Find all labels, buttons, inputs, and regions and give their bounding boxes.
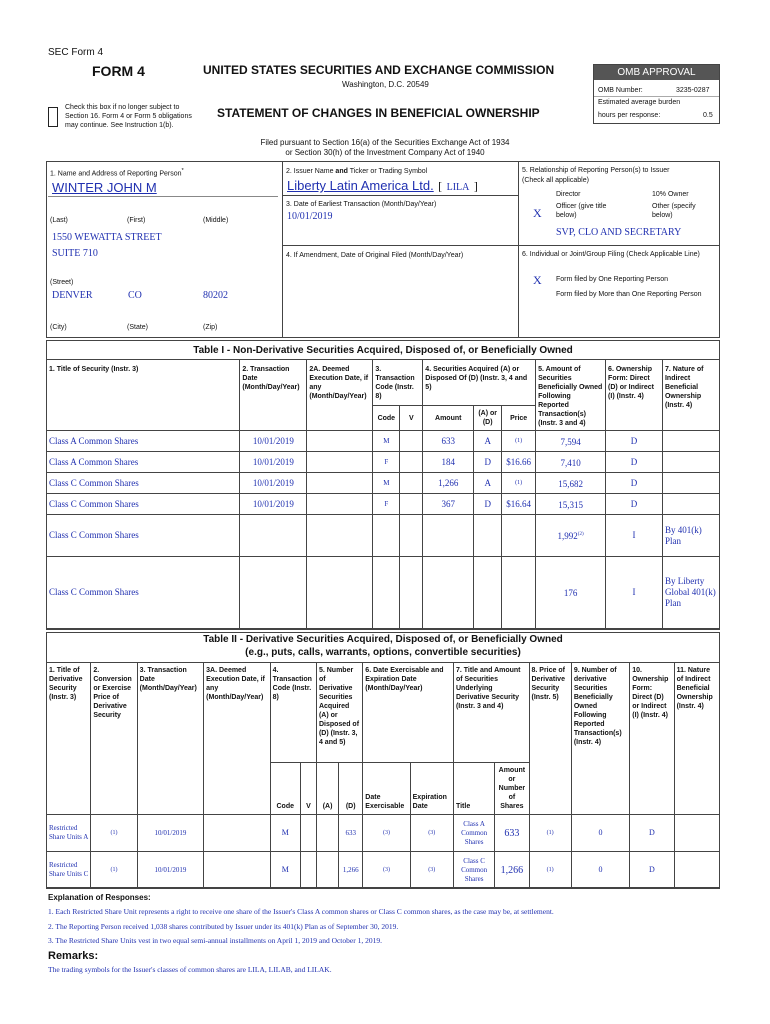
t2-header-underlying: 7. Title and Amount of Securities Underlying Derivative Security (Instr. 3 and 4) <box>453 663 529 763</box>
t1-cell-deemed <box>307 452 373 473</box>
t1-cell-form: D <box>606 494 663 515</box>
t1-row <box>47 431 720 452</box>
t1-header-date: 2. Transaction Date (Month/Day/Year) <box>240 360 307 431</box>
t1-cell-deemed <box>307 515 373 557</box>
t2-sub-d: (D) <box>339 763 363 815</box>
t1-header-title: 1. Title of Security (Instr. 3) <box>47 360 240 431</box>
earliest-date: 10/01/2019 <box>287 211 333 222</box>
t1-header-form: 6. Ownership Form: Direct (D) or Indirect (I) (Instr. 4) <box>606 360 663 431</box>
omb-approval-title: OMB APPROVAL <box>594 65 719 80</box>
t1-cell-price: $16.66 <box>502 452 536 473</box>
t2-sub-amount: Amount or Number of Shares <box>495 763 529 815</box>
t2-cell-a <box>316 815 338 852</box>
officer-label: Officer (give title below) <box>556 203 607 219</box>
t1-cell-price <box>502 557 536 629</box>
table-two <box>46 662 720 889</box>
statement-title: STATEMENT OF CHANGES IN BENEFICIAL OWNERSHIP <box>217 106 540 120</box>
t1-row <box>47 557 720 629</box>
t1-cell-owned: 15,315 <box>536 494 606 515</box>
t1-cell-ad: A <box>474 473 502 494</box>
t1-cell-form: I <box>606 557 663 629</box>
t1-cell-amount: 633 <box>423 431 474 452</box>
t1-header-deemed-date: 2A. Deemed Execution Date, if any (Month/Day/Year) <box>307 360 373 431</box>
t2-cell-nature <box>674 815 719 852</box>
t1-header-nature: 7. Nature of Indirect Beneficial Ownership (Instr. 4) <box>662 360 719 431</box>
t2-cell-owned: 0 <box>571 852 629 889</box>
t2-cell-title: Restricted Share Units C <box>47 852 91 889</box>
t1-cell-date: 10/01/2019 <box>240 473 307 494</box>
t2-cell-owned: 0 <box>571 815 629 852</box>
t1-cell-deemed <box>307 494 373 515</box>
t1-cell-title: Class C Common Shares <box>47 515 240 557</box>
t1-cell-ad: A <box>474 431 502 452</box>
t1-cell-amount <box>423 515 474 557</box>
t2-cell-deemed <box>204 852 270 889</box>
t1-cell-amount: 367 <box>423 494 474 515</box>
t1-cell-v <box>400 452 423 473</box>
t2-cell-date: 10/01/2019 <box>137 815 203 852</box>
t2-header-number: 5. Number of Derivative Securities Acquired (A) or Disposed of (D) (Instr. 3, 4 and 5) <box>316 663 362 763</box>
t1-cell-nature <box>662 452 719 473</box>
amendment-label: 4. If Amendment, Date of Original Filed (Month/Day/Year) <box>286 252 464 259</box>
t2-header-nature: 11. Nature of Indirect Beneficial Ownership (Instr. 4) <box>674 663 719 815</box>
t2-header-code: 4. Transaction Code (Instr. 8) <box>270 663 316 763</box>
form-title: FORM 4 <box>92 63 145 79</box>
t1-row <box>47 515 720 557</box>
t2-cell-underlying-amount: 633 <box>495 815 529 852</box>
t2-row <box>47 815 720 852</box>
t2-cell-price: (1) <box>529 852 571 889</box>
t1-cell-date <box>240 515 307 557</box>
t1-subheader-v: V <box>400 406 423 431</box>
state-value: CO <box>128 290 142 301</box>
omb-burden-label: Estimated average burden <box>598 99 681 106</box>
t1-cell-deemed <box>307 557 373 629</box>
t1-row <box>47 452 720 473</box>
t2-cell-underlying-title: Class C Common Shares <box>453 852 494 889</box>
t2-cell-form: D <box>630 815 674 852</box>
t1-subheader-amount: Amount <box>423 406 474 431</box>
last-name-label: (Last) <box>50 217 68 224</box>
t1-cell-price: (1) <box>502 473 536 494</box>
t1-cell-deemed <box>307 431 373 452</box>
t1-cell-ad <box>474 557 502 629</box>
t2-header-conversion: 2. Conversion or Exercise Price of Derivative Security <box>91 663 137 815</box>
footnote-3: 3. The Restricted Share Units vest in two equal semi-annual installments on April 1, 2019 and October 1, 2019. <box>48 936 382 945</box>
t2-cell-conversion: (1) <box>91 852 137 889</box>
t1-header-owned: 5. Amount of Securities Beneficially Owned Following Reported Transaction(s) (Instr. 3 and 4) <box>536 360 606 431</box>
t1-cell-price: $16.64 <box>502 494 536 515</box>
t1-subheader-code: Code <box>373 406 400 431</box>
t1-cell-ad: D <box>474 494 502 515</box>
t2-header-title: 1. Title of Derivative Security (Instr. 3) <box>47 663 91 815</box>
t2-cell-d: 633 <box>339 815 363 852</box>
omb-number-label: OMB Number: <box>598 87 643 94</box>
t1-row <box>47 494 720 515</box>
commission-address: Washington, D.C. 20549 <box>342 80 429 89</box>
t2-header-owned: 9. Number of derivative Securities Beneficially Owned Following Reported Transaction(s) (Instr. 4) <box>571 663 629 815</box>
t1-cell-title: Class A Common Shares <box>47 452 240 473</box>
officer-checkmark[interactable]: X <box>533 206 542 220</box>
relationship-label: 5. Relationship of Reporting Person(s) to Issuer <box>522 167 670 174</box>
footnote-2: 2. The Reporting Person received 1,038 shares contributed by Issuer under its 401(k) Plan as of September 30, 2019. <box>48 922 399 931</box>
filing-type-label: 6. Individual or Joint/Group Filing (Check Applicable Line) <box>522 251 700 258</box>
no-longer-subject-checkbox[interactable] <box>48 107 58 127</box>
t1-cell-deemed <box>307 473 373 494</box>
t2-cell-d: 1,266 <box>339 852 363 889</box>
middle-name-label: (Middle) <box>203 217 229 224</box>
t1-cell-form: I <box>606 515 663 557</box>
t1-cell-v <box>400 557 423 629</box>
t2-cell-v <box>300 815 316 852</box>
omb-number: 3235-0287 <box>676 87 710 94</box>
reporting-person-name[interactable]: WINTER JOHN M <box>52 180 157 195</box>
city-label: (City) <box>50 324 67 331</box>
t1-cell-price: (1) <box>502 431 536 452</box>
commission-title: UNITED STATES SECURITIES AND EXCHANGE COMMISSION <box>203 63 555 77</box>
footnote-1: 1. Each Restricted Share Unit represents a right to receive one share of the Issuer's Class A common shares or Class C common shares, as the case may be, at settlement. <box>48 907 554 916</box>
t2-cell-title: Restricted Share Units A <box>47 815 91 852</box>
t1-cell-owned: 15,682 <box>536 473 606 494</box>
t2-cell-form: D <box>630 852 674 889</box>
remarks-text: The trading symbols for the Issuer's classes of common shares are LILA, LILAB, and LILAK. <box>48 965 332 974</box>
t1-cell-owned: 1,992$^{(2)}$ <box>536 515 606 557</box>
state-label: (State) <box>127 324 149 331</box>
t2-cell-a <box>316 852 338 889</box>
t1-cell-v <box>400 431 423 452</box>
t2-header-exercisable: 6. Date Exercisable and Expiration Date (Month/Day/Year) <box>363 663 454 763</box>
t2-cell-date: 10/01/2019 <box>137 852 203 889</box>
t2-sub-a: (A) <box>316 763 338 815</box>
t1-cell-v <box>400 515 423 557</box>
ten-percent-owner-label: 10% Owner <box>652 191 689 198</box>
t1-cell-v <box>400 494 423 515</box>
t1-cell-date: 10/01/2019 <box>240 494 307 515</box>
t1-cell-date: 10/01/2019 <box>240 431 307 452</box>
t1-cell-amount: 184 <box>423 452 474 473</box>
relationship-sub: (Check all applicable) <box>522 177 589 184</box>
t1-cell-code: M <box>373 473 400 494</box>
t2-cell-v <box>300 852 316 889</box>
t1-cell-code: F <box>373 452 400 473</box>
t1-row <box>47 473 720 494</box>
first-name-label: (First) <box>127 217 146 224</box>
issuer-ticker: LILA <box>446 182 470 193</box>
t1-cell-title: Class C Common Shares <box>47 557 240 629</box>
checkbox-instruction: Check this box if no longer subject to Section 16. Form 4 or Form 5 obligations may continue. See Instruction 1(b). <box>65 104 192 129</box>
individual-filing-checkmark[interactable]: X <box>533 273 542 287</box>
issuer-line: Liberty Latin America Ltd. [ LILA ] <box>287 178 478 193</box>
t1-header-acquired: 4. Securities Acquired (A) or Disposed Of (D) (Instr. 3, 4 and 5) <box>423 360 536 406</box>
table-one-title: Table I - Non-Derivative Securities Acquired, Disposed of, or Beneficially Owned <box>193 345 573 356</box>
t1-cell-code <box>373 557 400 629</box>
director-label: Director <box>556 191 581 198</box>
t2-cell-underlying-amount: 1,266 <box>495 852 529 889</box>
filed-pursuant-1934: Filed pursuant to Section 16(a) of the Securities Exchange Act of 1934 <box>260 138 510 147</box>
street-line-2: SUITE 710 <box>52 248 98 259</box>
t2-header-deemed-date: 3A. Deemed Execution Date, if any (Month/Day/Year) <box>204 663 270 815</box>
zip-label: (Zip) <box>203 324 218 331</box>
one-person-label: Form filed by One Reporting Person <box>556 276 669 283</box>
table-two-title: Table II - Derivative Securities Acquired, Disposed of, or Beneficially Owned <box>203 634 563 645</box>
t2-cell-exercisable: (3) <box>363 852 410 889</box>
omb-hours-label: hours per response: <box>598 112 661 119</box>
t2-cell-expiration: (3) <box>410 852 453 889</box>
t2-cell-nature <box>674 852 719 889</box>
t1-cell-v <box>400 473 423 494</box>
remarks-title: Remarks: <box>48 950 99 962</box>
t2-cell-code: M <box>270 815 300 852</box>
more-persons-label: Form filed by More than One Reporting Person <box>556 291 702 298</box>
t2-sub-date-ex: Date Exercisable <box>363 763 410 815</box>
other-label: Other (specify below) <box>652 203 696 219</box>
filed-pursuant-1940: or Section 30(h) of the Investment Company Act of 1940 <box>285 148 485 157</box>
t1-cell-title: Class C Common Shares <box>47 494 240 515</box>
sec-form-label: SEC Form 4 <box>48 47 104 58</box>
t2-header-price: 8. Price of Derivative Security (Instr. 5) <box>529 663 571 815</box>
t2-sub-v: V <box>300 763 316 815</box>
t1-cell-owned: 7,594 <box>536 431 606 452</box>
t2-cell-exercisable: (3) <box>363 815 410 852</box>
street-line-1: 1550 WEWATTA STREET <box>52 232 162 243</box>
earliest-date-label: 3. Date of Earliest Transaction (Month/Day/Year) <box>286 201 437 208</box>
t2-row <box>47 852 720 889</box>
t1-cell-owned: 176 <box>536 557 606 629</box>
t1-subheader-price: Price <box>502 406 536 431</box>
t1-cell-form: D <box>606 431 663 452</box>
t1-cell-price <box>502 515 536 557</box>
omb-hours: 0.5 <box>703 112 713 119</box>
t1-cell-amount <box>423 557 474 629</box>
t1-cell-date <box>240 557 307 629</box>
t1-cell-nature <box>662 494 719 515</box>
t1-subheader-ad: (A) or (D) <box>474 406 502 431</box>
t1-cell-code: M <box>373 431 400 452</box>
t2-cell-price: (1) <box>529 815 571 852</box>
t2-header-date: 3. Transaction Date (Month/Day/Year) <box>137 663 203 815</box>
table-two-subtitle: (e.g., puts, calls, warrants, options, convertible securities) <box>245 647 521 658</box>
t1-cell-owned: 7,410 <box>536 452 606 473</box>
issuer-label: 2. Issuer Name and Ticker or Trading Symbol <box>286 168 428 175</box>
officer-title: SVP, CLO AND SECRETARY <box>556 227 682 238</box>
explanation-title: Explanation of Responses: <box>48 893 151 902</box>
t2-sub-title: Title <box>453 763 494 815</box>
street-label: (Street) <box>50 279 74 286</box>
t1-cell-nature: By 401(k) Plan <box>662 515 719 557</box>
t1-cell-code <box>373 515 400 557</box>
city-value: DENVER <box>52 290 93 301</box>
t1-cell-code: F <box>373 494 400 515</box>
reporting-person-label: 1. Name and Address of Reporting Person* <box>50 168 184 178</box>
t2-cell-code: M <box>270 852 300 889</box>
t1-cell-form: D <box>606 452 663 473</box>
t1-cell-nature <box>662 473 719 494</box>
t1-header-code: 3. Transaction Code (Instr. 8) <box>373 360 423 406</box>
t2-sub-code: Code <box>270 763 300 815</box>
t2-cell-expiration: (3) <box>410 815 453 852</box>
t2-sub-expiration: Expiration Date <box>410 763 453 815</box>
t1-cell-nature <box>662 431 719 452</box>
t1-cell-form: D <box>606 473 663 494</box>
table-one <box>46 359 720 629</box>
t2-cell-conversion: (1) <box>91 815 137 852</box>
t1-cell-ad <box>474 515 502 557</box>
t1-cell-ad: D <box>474 452 502 473</box>
t2-cell-deemed <box>204 815 270 852</box>
t2-header-form: 10. Ownership Form: Direct (D) or Indirect (I) (Instr. 4) <box>630 663 674 815</box>
t1-cell-date: 10/01/2019 <box>240 452 307 473</box>
t1-cell-title: Class C Common Shares <box>47 473 240 494</box>
t1-cell-title: Class A Common Shares <box>47 431 240 452</box>
t2-cell-underlying-title: Class A Common Shares <box>453 815 494 852</box>
t1-cell-nature: By Liberty Global 401(k) Plan <box>662 557 719 629</box>
issuer-name[interactable]: Liberty Latin America Ltd. <box>287 178 434 193</box>
t1-cell-amount: 1,266 <box>423 473 474 494</box>
zip-value: 80202 <box>203 290 228 301</box>
